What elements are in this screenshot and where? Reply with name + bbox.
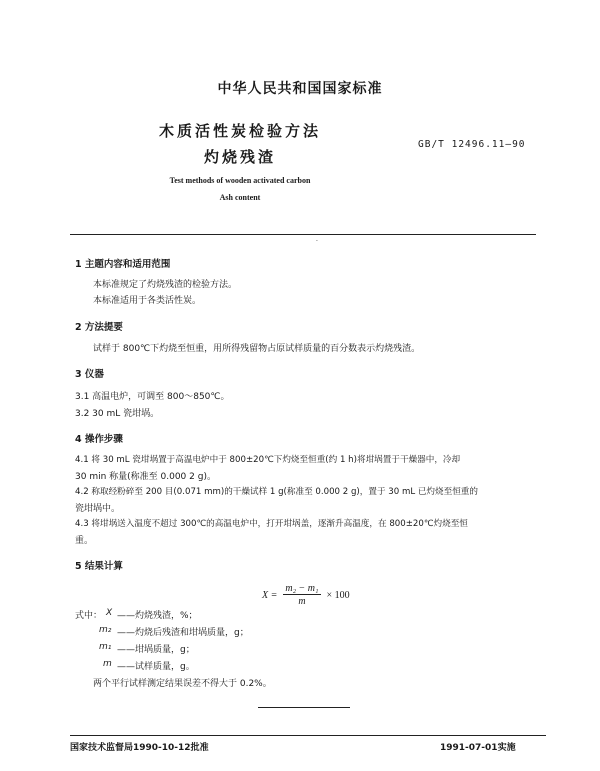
legend-desc-m1: ——坩埚质量，g； — [117, 645, 195, 655]
section-2-line-1: 试样于 800℃下灼烧至恒重，用所得残留物占原试样质量的百分数表示灼烧残渣。 — [93, 344, 421, 354]
footer-divider — [70, 735, 546, 736]
document-subtitle: 灼烧残渣 — [203, 148, 276, 166]
section-1-line-1: 本标准规定了灼烧残渣的检验方法。 — [93, 280, 238, 290]
section-4-line-1: 4.1 将 30 mL 瓷坩埚置于高温电炉中于 800±20℃下灼烧至恒重(约 1 h)将坩埚置于干燥器中，冷却 — [75, 455, 461, 465]
section-1-heading: 1 主题内容和适用范围 — [75, 259, 171, 270]
section-4-line-4: 瓷坩埚中。 — [75, 504, 121, 514]
end-of-text-line — [258, 707, 350, 708]
section-3-line-1: 3.1 高温电炉，可调至 800～850℃。 — [75, 392, 230, 402]
legend-symbol-m: m — [103, 659, 112, 669]
speck-mark: · — [316, 238, 318, 245]
section-4-line-6: 重。 — [75, 536, 94, 546]
section-5-heading: 5 结果计算 — [75, 561, 123, 572]
english-subtitle: Ash content — [219, 193, 261, 202]
section-1-line-2: 本标准适用于各类活性炭。 — [93, 296, 202, 306]
english-title: Test methods of wooden activated carbon — [169, 176, 311, 185]
document-title: 木质活性炭检验方法 — [158, 122, 321, 140]
section-4-line-3: 4.2 称取经粉碎至 200 目(0.071 mm)的干燥试样 1 g(称准至 0.000 2 g)，置于 30 mL 已灼烧至恒重的 — [75, 487, 478, 497]
legend-symbol-x: X — [106, 608, 113, 618]
section-4-heading: 4 操作步骤 — [75, 434, 123, 445]
section-3-heading: 3 仪器 — [75, 369, 104, 380]
section-4-line-5: 4.3 将坩埚送入温度不超过 300℃的高温电炉中，打开坩埚盖，逐渐升高温度，在 800±20℃灼烧至恒 — [75, 519, 468, 529]
formula-denominator: m — [298, 596, 306, 607]
approval-date: 国家技术监督局1990-10-12批准 — [70, 743, 209, 753]
legend-symbol-m1: m₁ — [99, 642, 112, 652]
tolerance-note: 两个平行试样测定结果误差不得大于 0.2%。 — [93, 679, 272, 689]
section-4-line-2: 30 min 称量(称准至 0.000 2 g)。 — [75, 472, 216, 482]
section-3-line-2: 3.2 30 mL 瓷坩埚。 — [75, 409, 160, 419]
national-standard-heading: 中华人民共和国国家标准 — [217, 81, 383, 97]
standard-code: GB/T 12496.11—90 — [418, 139, 526, 150]
formula-rhs: × 100 — [326, 589, 350, 601]
formula-numerator: m₂ − m₁ — [285, 583, 319, 594]
result-formula — [262, 583, 350, 607]
legend-desc-x: ——灼烧残渣，%； — [117, 611, 198, 621]
legend-symbol-m2: m₂ — [99, 625, 112, 635]
header-divider — [70, 234, 536, 235]
legend-desc-m: ——试样质量，g。 — [117, 662, 195, 672]
section-2-heading: 2 方法提要 — [75, 322, 123, 333]
legend-intro: 式中： — [75, 611, 103, 621]
formula-fraction — [283, 583, 320, 607]
formula-lhs: X = — [262, 589, 278, 601]
legend-desc-m2: ——灼烧后残渣和坩埚质量，g； — [117, 628, 249, 638]
effective-date: 1991-07-01实施 — [440, 743, 516, 753]
